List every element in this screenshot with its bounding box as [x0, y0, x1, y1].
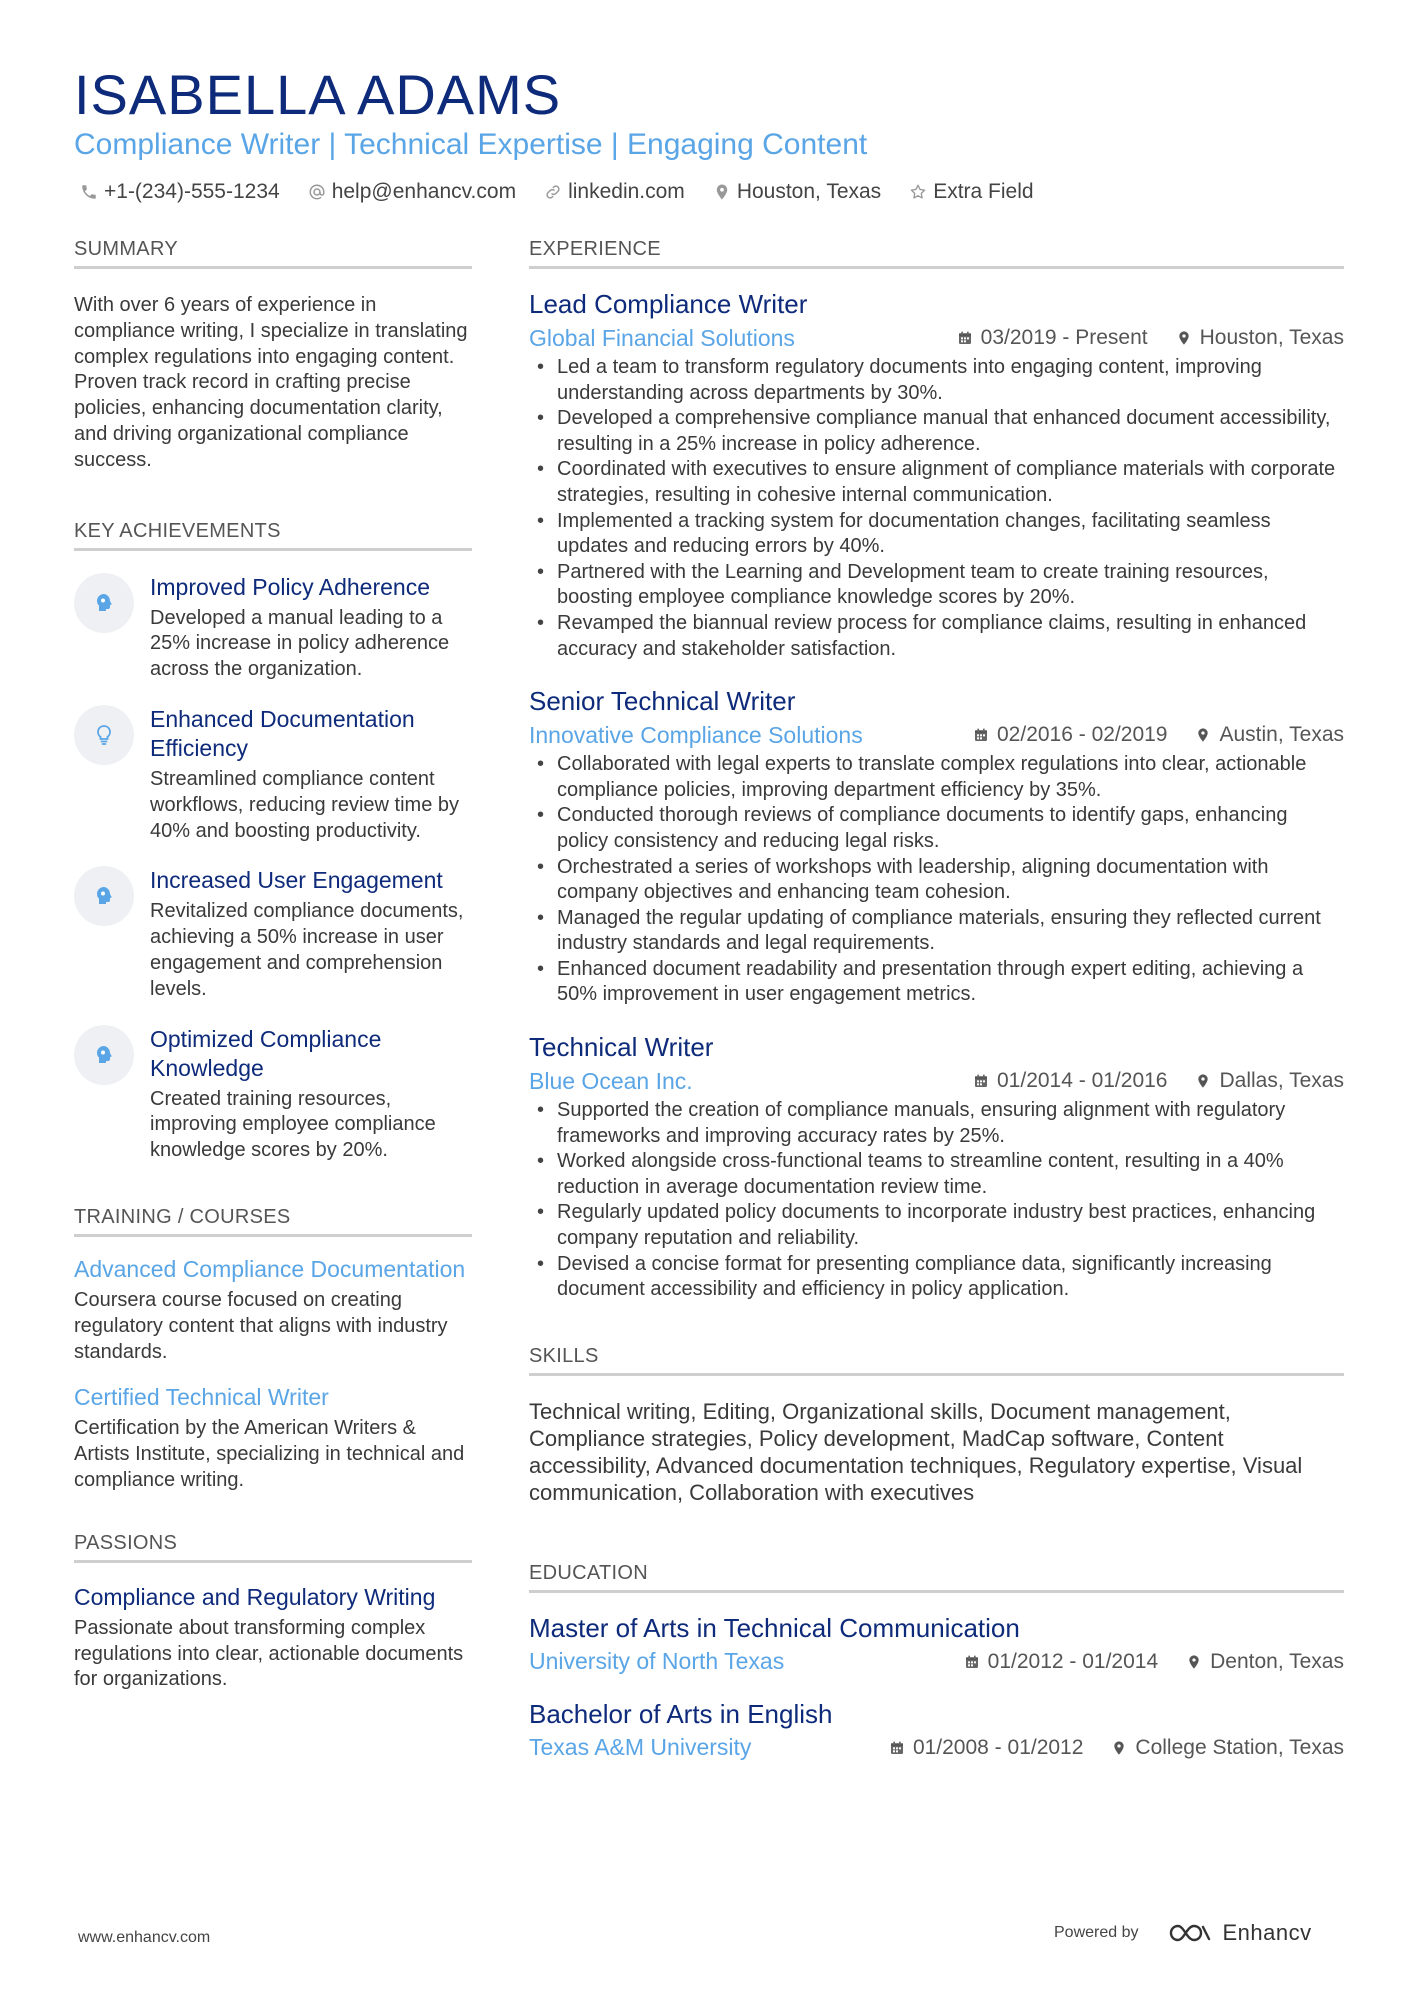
calendar-icon — [973, 1073, 989, 1089]
job-location: Houston, Texas — [1176, 326, 1344, 350]
education-dates: 01/2012 - 01/2014 — [964, 1650, 1158, 1674]
candidate-name: ISABELLA ADAMS — [74, 63, 562, 126]
section-title-education: EDUCATION — [529, 1560, 1344, 1593]
location-pin-icon — [713, 183, 731, 201]
section-title-passions: PASSIONS — [74, 1530, 472, 1563]
calendar-icon — [957, 330, 973, 346]
bullet-item: • Partnered with the Learning and Development team to create training resources, boosting employee compliance knowledge scores by 20%. — [529, 560, 1344, 611]
brain-head-icon — [74, 866, 134, 926]
bullet-item: • Conducted thorough reviews of compliance documents to identify gaps, enhancing policy consistency and reducing legal risks. — [529, 803, 1344, 854]
job-title: Senior Technical Writer — [529, 686, 796, 717]
achievement-title: Improved Policy Adherence — [150, 573, 430, 600]
section-title-experience: EXPERIENCE — [529, 236, 1344, 269]
calendar-icon — [973, 727, 989, 743]
education-entry — [529, 1611, 1344, 1677]
skills-text: Technical writing, Editing, Organizational skills, Document management, Compliance strategies, Policy development, MadCap software, Content accessibility, Advanced documentation techniques, Regulatory expertise, Visual communication, Collaboration with executives — [529, 1398, 1303, 1505]
brain-head-icon — [74, 573, 134, 633]
lightbulb-icon — [74, 705, 134, 765]
bullet-item: • Collaborated with legal experts to translate complex regulations into clear, actionable compliance policies, improving department efficiency by 35%. — [529, 752, 1344, 803]
education-dates: 01/2008 - 01/2012 — [889, 1736, 1083, 1760]
achievement-item — [74, 866, 472, 1002]
summary-section — [74, 236, 472, 474]
candidate-headline: Compliance Writer | Technical Expertise | Engaging Content — [74, 128, 868, 161]
footer-branding — [1054, 1920, 1312, 1946]
job-bullets — [529, 1098, 1344, 1303]
school-name: Texas A&M University — [529, 1734, 752, 1761]
job-entry — [529, 684, 1344, 1008]
contact-email[interactable]: help@enhancv.com — [308, 180, 516, 204]
achievements-section — [74, 518, 472, 1164]
contact-bar — [80, 178, 1062, 206]
bullet-item: • Regularly updated policy documents to incorporate industry best practices, enhancing company reputation and reliability. — [529, 1200, 1344, 1251]
skills-section — [529, 1343, 1344, 1506]
bullet-item: • Supported the creation of compliance manuals, ensuring alignment with regulatory frameworks and improving accuracy rates by 25%. — [529, 1098, 1344, 1149]
at-icon — [308, 183, 326, 201]
location-pin-icon — [1111, 1739, 1127, 1757]
bullet-item: • Implemented a tracking system for documentation changes, facilitating seamless updates and reducing errors by 40%. — [529, 509, 1344, 560]
course-title: Certified Technical Writer — [74, 1384, 329, 1411]
passion-desc: Passionate about transforming complex regulations into clear, actionable documents for organizations. — [74, 1616, 464, 1691]
link-icon — [544, 183, 562, 201]
location-pin-icon — [1195, 1072, 1211, 1090]
right-column — [529, 236, 1344, 1763]
education-section — [529, 1560, 1344, 1763]
footer-website[interactable]: www.enhancv.com — [78, 1929, 211, 1946]
section-title-achievements: KEY ACHIEVEMENTS — [74, 518, 472, 551]
experience-section — [529, 236, 1344, 1303]
education-location: Denton, Texas — [1186, 1650, 1344, 1674]
bullet-item: • Developed a comprehensive compliance manual that enhanced document accessibility, resulting in a 25% increase in policy adherence. — [529, 406, 1344, 457]
location-pin-icon — [1195, 726, 1211, 744]
phone-icon — [80, 183, 98, 201]
job-entry — [529, 1030, 1344, 1303]
job-dates: 03/2019 - Present — [957, 326, 1148, 350]
achievement-title: Optimized Compliance Knowledge — [150, 1025, 382, 1081]
achievement-item — [74, 1025, 472, 1164]
bullet-item: • Led a team to transform regulatory documents into engaging content, improving understanding across departments by 30%. — [529, 355, 1344, 406]
course-item — [74, 1383, 472, 1493]
location-pin-icon — [1176, 329, 1192, 347]
calendar-icon — [889, 1740, 905, 1756]
passions-section — [74, 1530, 472, 1693]
contact-phone[interactable]: +1-(234)-555-1234 — [80, 180, 280, 204]
bullet-item: • Managed the regular updating of compliance materials, ensuring they reflected current industry standards and legal requirements. — [529, 906, 1344, 957]
calendar-icon — [964, 1654, 980, 1670]
education-location: College Station, Texas — [1111, 1736, 1344, 1760]
degree-title: Master of Arts in Technical Communication — [529, 1612, 1020, 1643]
powered-by-label: Powered by — [1054, 1924, 1139, 1941]
left-column — [74, 236, 472, 1693]
achievement-item — [74, 573, 472, 683]
achievement-title: Enhanced Documentation Efficiency — [150, 705, 415, 761]
company-name: Blue Ocean Inc. — [529, 1067, 693, 1094]
section-title-summary: SUMMARY — [74, 236, 472, 269]
training-section — [74, 1204, 472, 1494]
achievement-item — [74, 705, 472, 844]
contact-linkedin[interactable]: linkedin.com — [544, 180, 685, 204]
enhancv-logo-icon — [1167, 1921, 1213, 1945]
section-title-training: TRAINING / COURSES — [74, 1204, 472, 1237]
course-desc: Coursera course focused on creating regulatory content that aligns with industry standards. — [74, 1288, 448, 1363]
course-title: Advanced Compliance Documentation — [74, 1255, 466, 1282]
contact-location: Houston, Texas — [713, 180, 881, 204]
school-name: University of North Texas — [529, 1648, 785, 1675]
passion-title: Compliance and Regulatory Writing — [74, 1583, 436, 1610]
job-title: Technical Writer — [529, 1032, 714, 1063]
bullet-item: • Orchestrated a series of workshops with leadership, aligning documentation with company objectives and enhancing team cohesion. — [529, 855, 1344, 906]
brain-head-icon — [74, 1025, 134, 1085]
location-pin-icon — [1186, 1653, 1202, 1671]
job-title: Lead Compliance Writer — [529, 289, 808, 319]
passion-item — [74, 1583, 472, 1693]
degree-title: Bachelor of Arts in English — [529, 1698, 833, 1729]
job-dates: 01/2014 - 01/2016 — [973, 1069, 1167, 1093]
brand-name: Enhancv — [1222, 1920, 1312, 1945]
job-bullets — [529, 752, 1344, 1008]
company-name: Innovative Compliance Solutions — [529, 721, 863, 748]
achievement-desc: Streamlined compliance content workflows, reducing review time by 40% and boosting productivity. — [150, 767, 459, 842]
summary-text: With over 6 years of experience in compliance writing, I specialize in translating complex regulations into engaging content. Proven track record in crafting precise policies, enhancing documentation clarity, and driving organizational compliance success. — [74, 294, 468, 471]
star-icon — [909, 183, 927, 201]
job-bullets — [529, 355, 1344, 662]
bullet-item: • Devised a concise format for presenting compliance data, significantly increasing document accessibility and efficiency in policy application. — [529, 1252, 1344, 1303]
bullet-item: • Worked alongside cross-functional teams to streamline content, resulting in a 40% reduction in average documentation review time. — [529, 1149, 1344, 1200]
job-entry — [529, 287, 1344, 662]
education-entry — [529, 1697, 1344, 1763]
bullet-item: • Enhanced document readability and presentation through expert editing, achieving a 50% improvement in user engagement metrics. — [529, 957, 1344, 1008]
bullet-item: • Revamped the biannual review process for compliance claims, resulting in enhanced accuracy and stakeholder satisfaction. — [529, 611, 1344, 662]
achievement-desc: Revitalized compliance documents, achieving a 50% increase in user engagement and comprehension levels. — [150, 900, 464, 1000]
bullet-item: • Coordinated with executives to ensure alignment of compliance materials with corporate strategies, resulting in cohesive internal communication. — [529, 457, 1344, 508]
job-location: Dallas, Texas — [1195, 1069, 1344, 1093]
job-location: Austin, Texas — [1195, 723, 1344, 747]
contact-extra: Extra Field — [909, 180, 1033, 204]
job-dates: 02/2016 - 02/2019 — [973, 723, 1167, 747]
achievement-title: Increased User Engagement — [150, 867, 443, 894]
achievement-desc: Created training resources, improving employee compliance knowledge scores by 20%. — [150, 1087, 436, 1162]
course-item — [74, 1255, 472, 1365]
company-name: Global Financial Solutions — [529, 324, 795, 351]
section-title-skills: SKILLS — [529, 1343, 1344, 1376]
course-desc: Certification by the American Writers & Artists Institute, specializing in technical and compliance writing. — [74, 1417, 465, 1491]
achievement-desc: Developed a manual leading to a 25% increase in policy adherence across the organization. — [150, 606, 450, 681]
